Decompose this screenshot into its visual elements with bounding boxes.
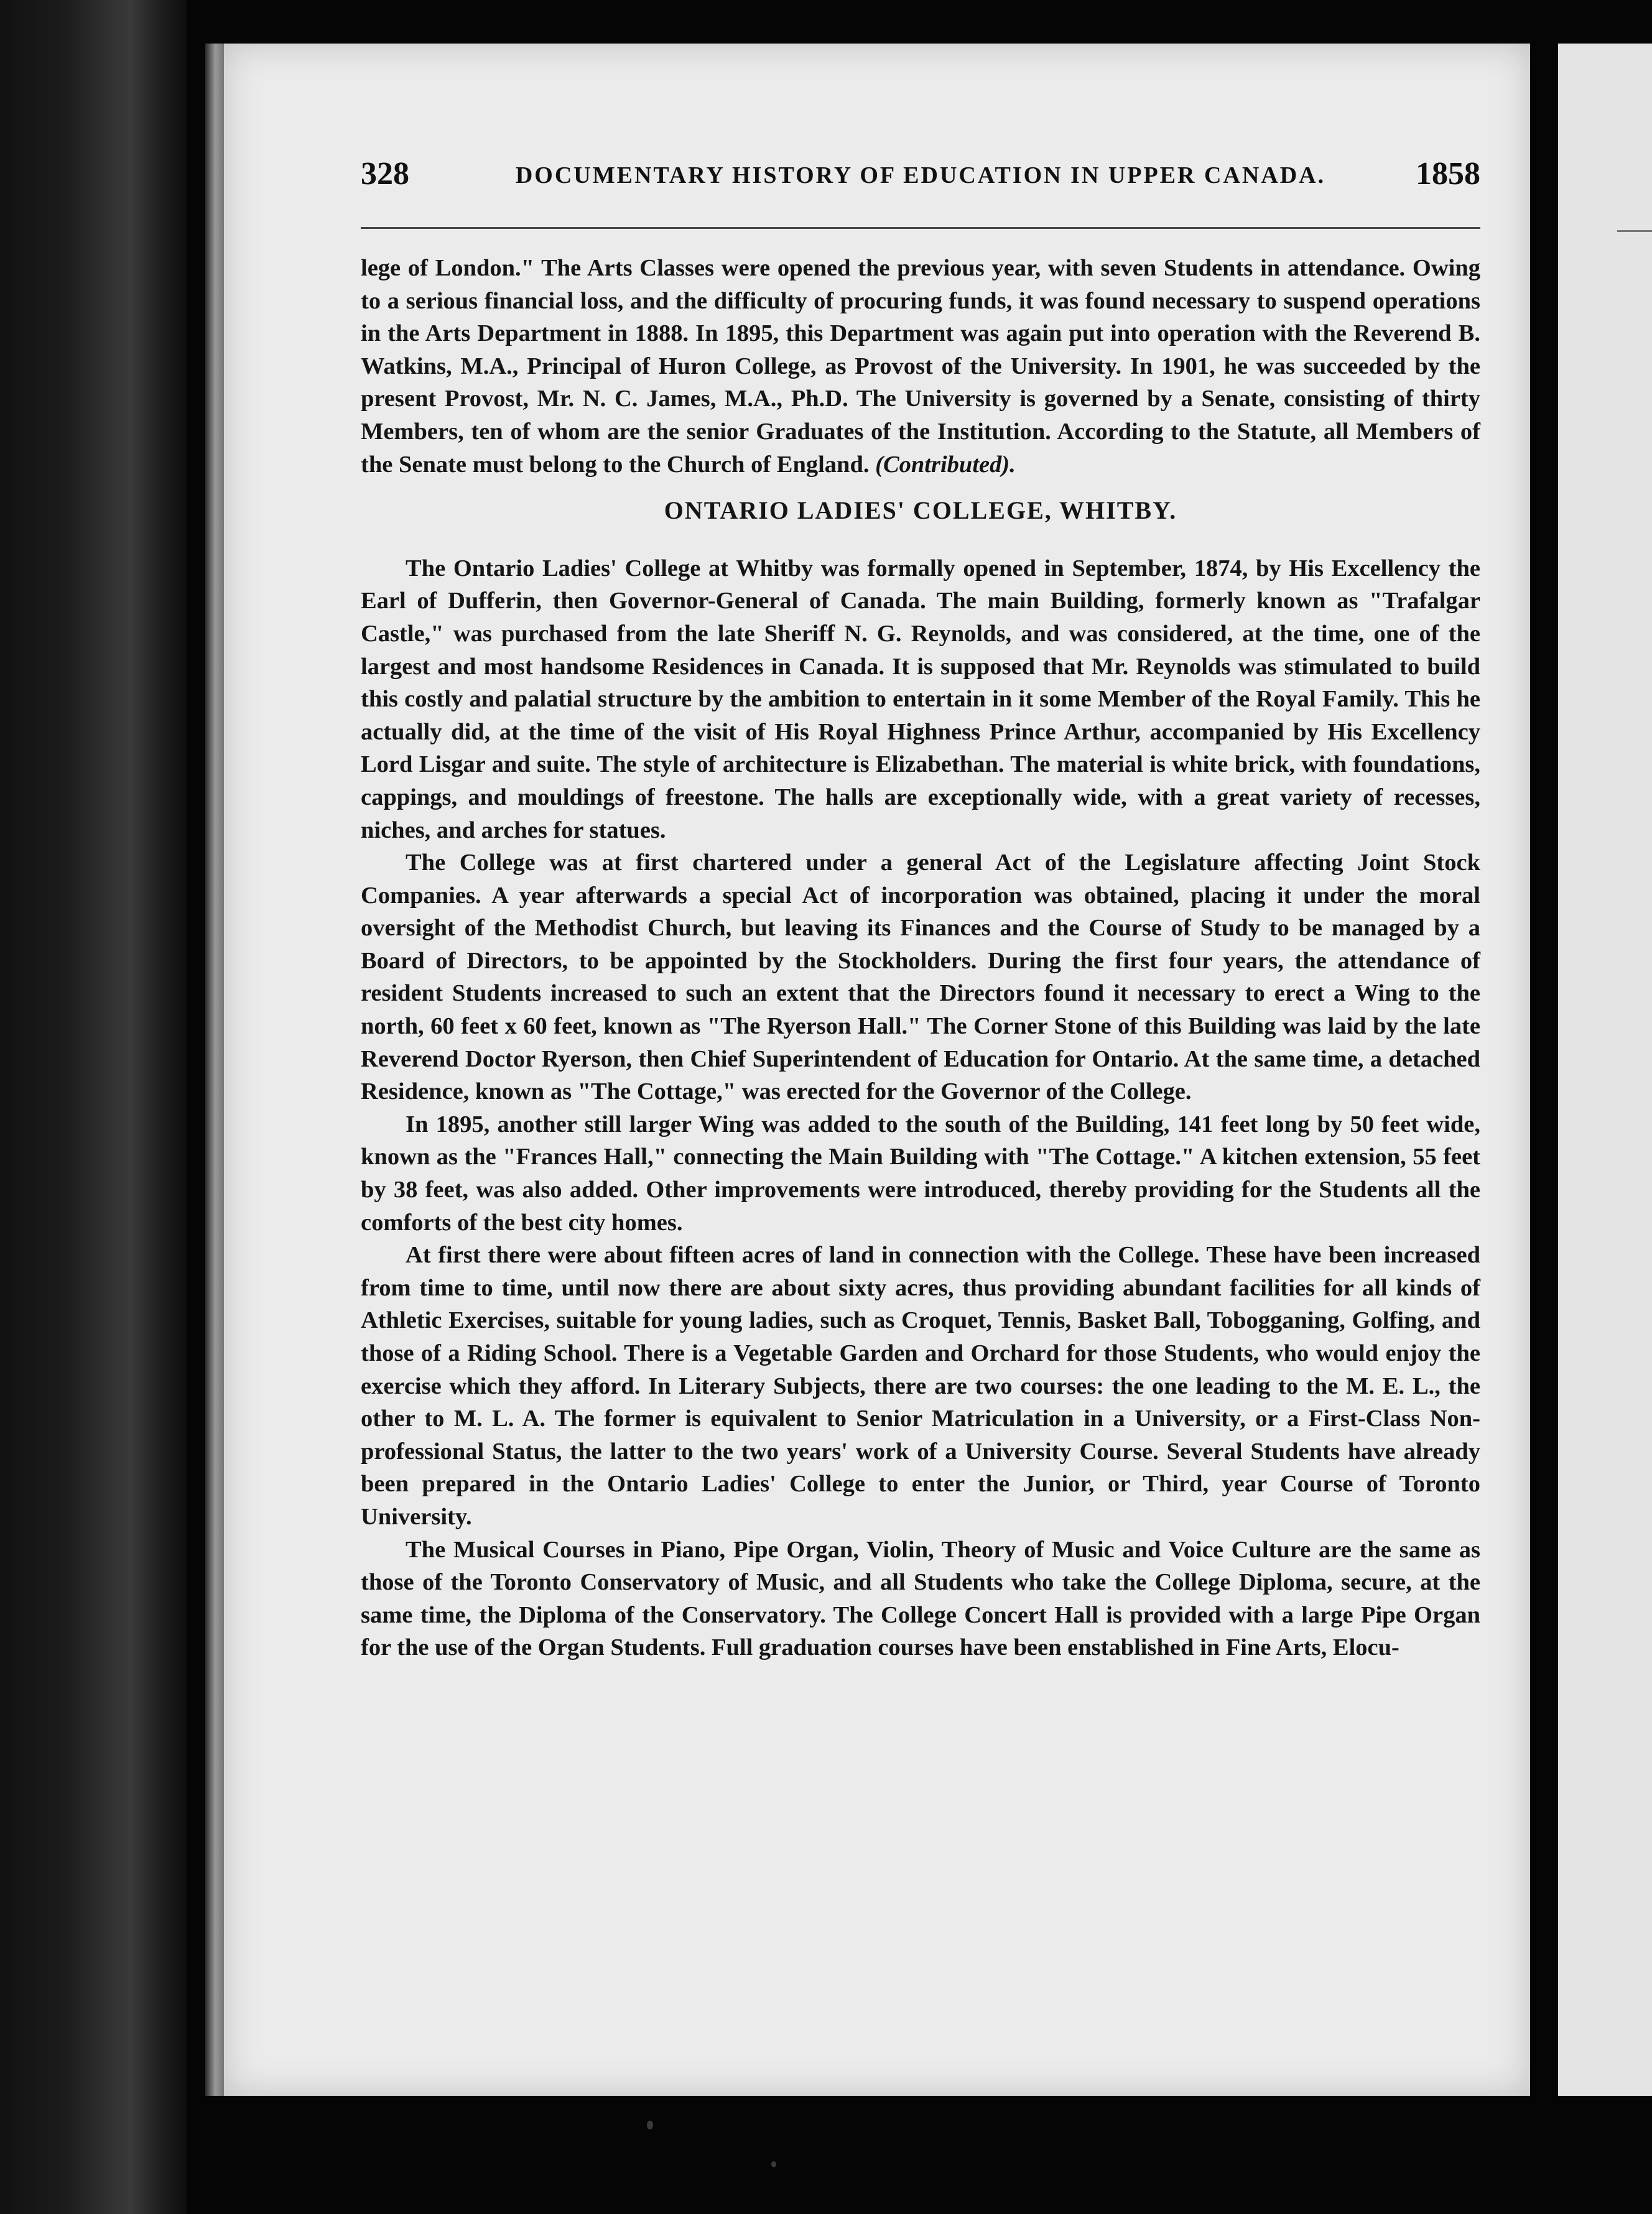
paragraph-continued-text: lege of London." The Arts Classes were opened the previous year, with seven Students in attendance. Owing to a serious financial loss, and the difficulty of procuring funds, it was found necessary to suspend operations in the Arts Department in 1888. In 1895, this Department was again put into operation with the Reverend B. Watkins, M.A., Principal of Huron College, as Provost of the University. In 1901, he was succeeded by the present Provost, Mr. N. C. James, M.A., Ph.D. The University is governed by a Senate, consisting of thirty Members, ten of whom are the senior Graduates of the Institution. According to the Statute, all Members of the Senate must belong to the Church of England. <box>361 255 1480 478</box>
paragraph-2: The College was at first chartered under a general Act of the Legislature affecting Joint Stock Companies. A year afterwards a special Act of incorporation was obtained, placing it under the moral oversight of the Methodist Church, but leaving its Finances and the Course of Study to be managed by a Board of Directors, to be appointed by the Stockholders. During the first four years, the attendance of resident Students increased to such an extent that the Directors found it necessary to erect a Wing to the north, 60 feet x 60 feet, known as "The Ryerson Hall." The Corner Stone of this Building was laid by the late Reverend Doctor Ryerson, then Chief Superintendent of Education for Ontario. At the same time, a detached Residence, known as "The Cottage," was erected for the Governor of the College. <box>361 850 1480 1105</box>
paragraph-1: The Ontario Ladies' College at Whitby was formally opened in September, 1874, by His Excellency the Earl of Dufferin, then Governor-General of Canada. The main Building, formerly known as "Trafalgar Castle," was purchased from the late Sheriff N. G. Reynolds, and was considered, at the time, one of the largest and most handsome Residences in Canada. It is supposed that Mr. Reynolds was stimulated to build this costly and palatial structure by the ambition to entertain in it some Member of the Royal Family. This he actually did, at the time of the visit of His Royal Highness Prince Arthur, accompanied by His Excellency Lord Lisgar and suite. The style of architecture is Elizabethan. The material is white brick, with foundations, cappings, and mouldings of freestone. The halls are exceptionally wide, with a great variety of recesses, niches, and arches for statues. <box>361 555 1480 843</box>
book-page <box>224 44 1530 2096</box>
running-title: DOCUMENTARY HISTORY OF EDUCATION IN UPPER CANADA. <box>515 162 1326 188</box>
header-year: 1858 <box>1416 156 1480 192</box>
header-rule <box>361 227 1480 229</box>
paragraph-4: At first there were about fifteen acres of land in connection with the College. These have been increased from time to time, until now there are about sixty acres, thus providing abundant facilities for all kinds of Athletic Exercises, suitable for young ladies, such as Croquet, Tennis, Basket Ball, Tobogganing, Golfing, and those of a Riding School. There is a Vegetable Garden and Orchard for those Students, who would enjoy the exercise which they afford. In Literary Subjects, there are two courses: the one leading to the M. E. L., the other to M. L. A. The former is equivalent to Senior Matriculation in a University, or a First-Class Non-professional Status, the latter to the two years' work of a University Course. Several Students have already been prepared in the Ontario Ladies' College to enter the Junior, or Third, year Course of Toronto University. <box>361 1242 1480 1530</box>
section-heading: ONTARIO LADIES' COLLEGE, WHITBY. <box>664 496 1177 525</box>
contributed-note: (Contributed). <box>875 451 1016 478</box>
dust-speck <box>771 2161 776 2167</box>
paragraph-5: The Musical Courses in Piano, Pipe Organ, Violin, Theory of Music and Voice Culture are the same as those of the Toronto Conservatory of Music, and all Students who take the College Diploma, secure, at the same time, the Diploma of the Conservatory. The College Concert Hall is provided with a large Pipe Organ for the use of the Organ Students. Full graduation courses have been enstablished in Fine Arts, Elocu- <box>361 1536 1480 1661</box>
dust-speck <box>647 2121 653 2129</box>
facing-page-edge <box>1558 44 1652 2096</box>
body-text <box>361 252 1480 1664</box>
paragraph-continued <box>361 252 1480 481</box>
book-binding <box>0 0 187 2214</box>
facing-page-rule <box>1617 230 1652 232</box>
page-number: 328 <box>361 156 409 192</box>
paragraph-3: In 1895, another still larger Wing was added to the south of the Building, 141 feet long by 50 feet wide, known as the "Frances Hall," connecting the Main Building with "The Cottage." A kitchen extension, 55 feet by 38 feet, was also added. Other improvements were introduced, thereby providing for the Students all the comforts of the best city homes. <box>361 1111 1480 1236</box>
running-head <box>361 155 1480 211</box>
